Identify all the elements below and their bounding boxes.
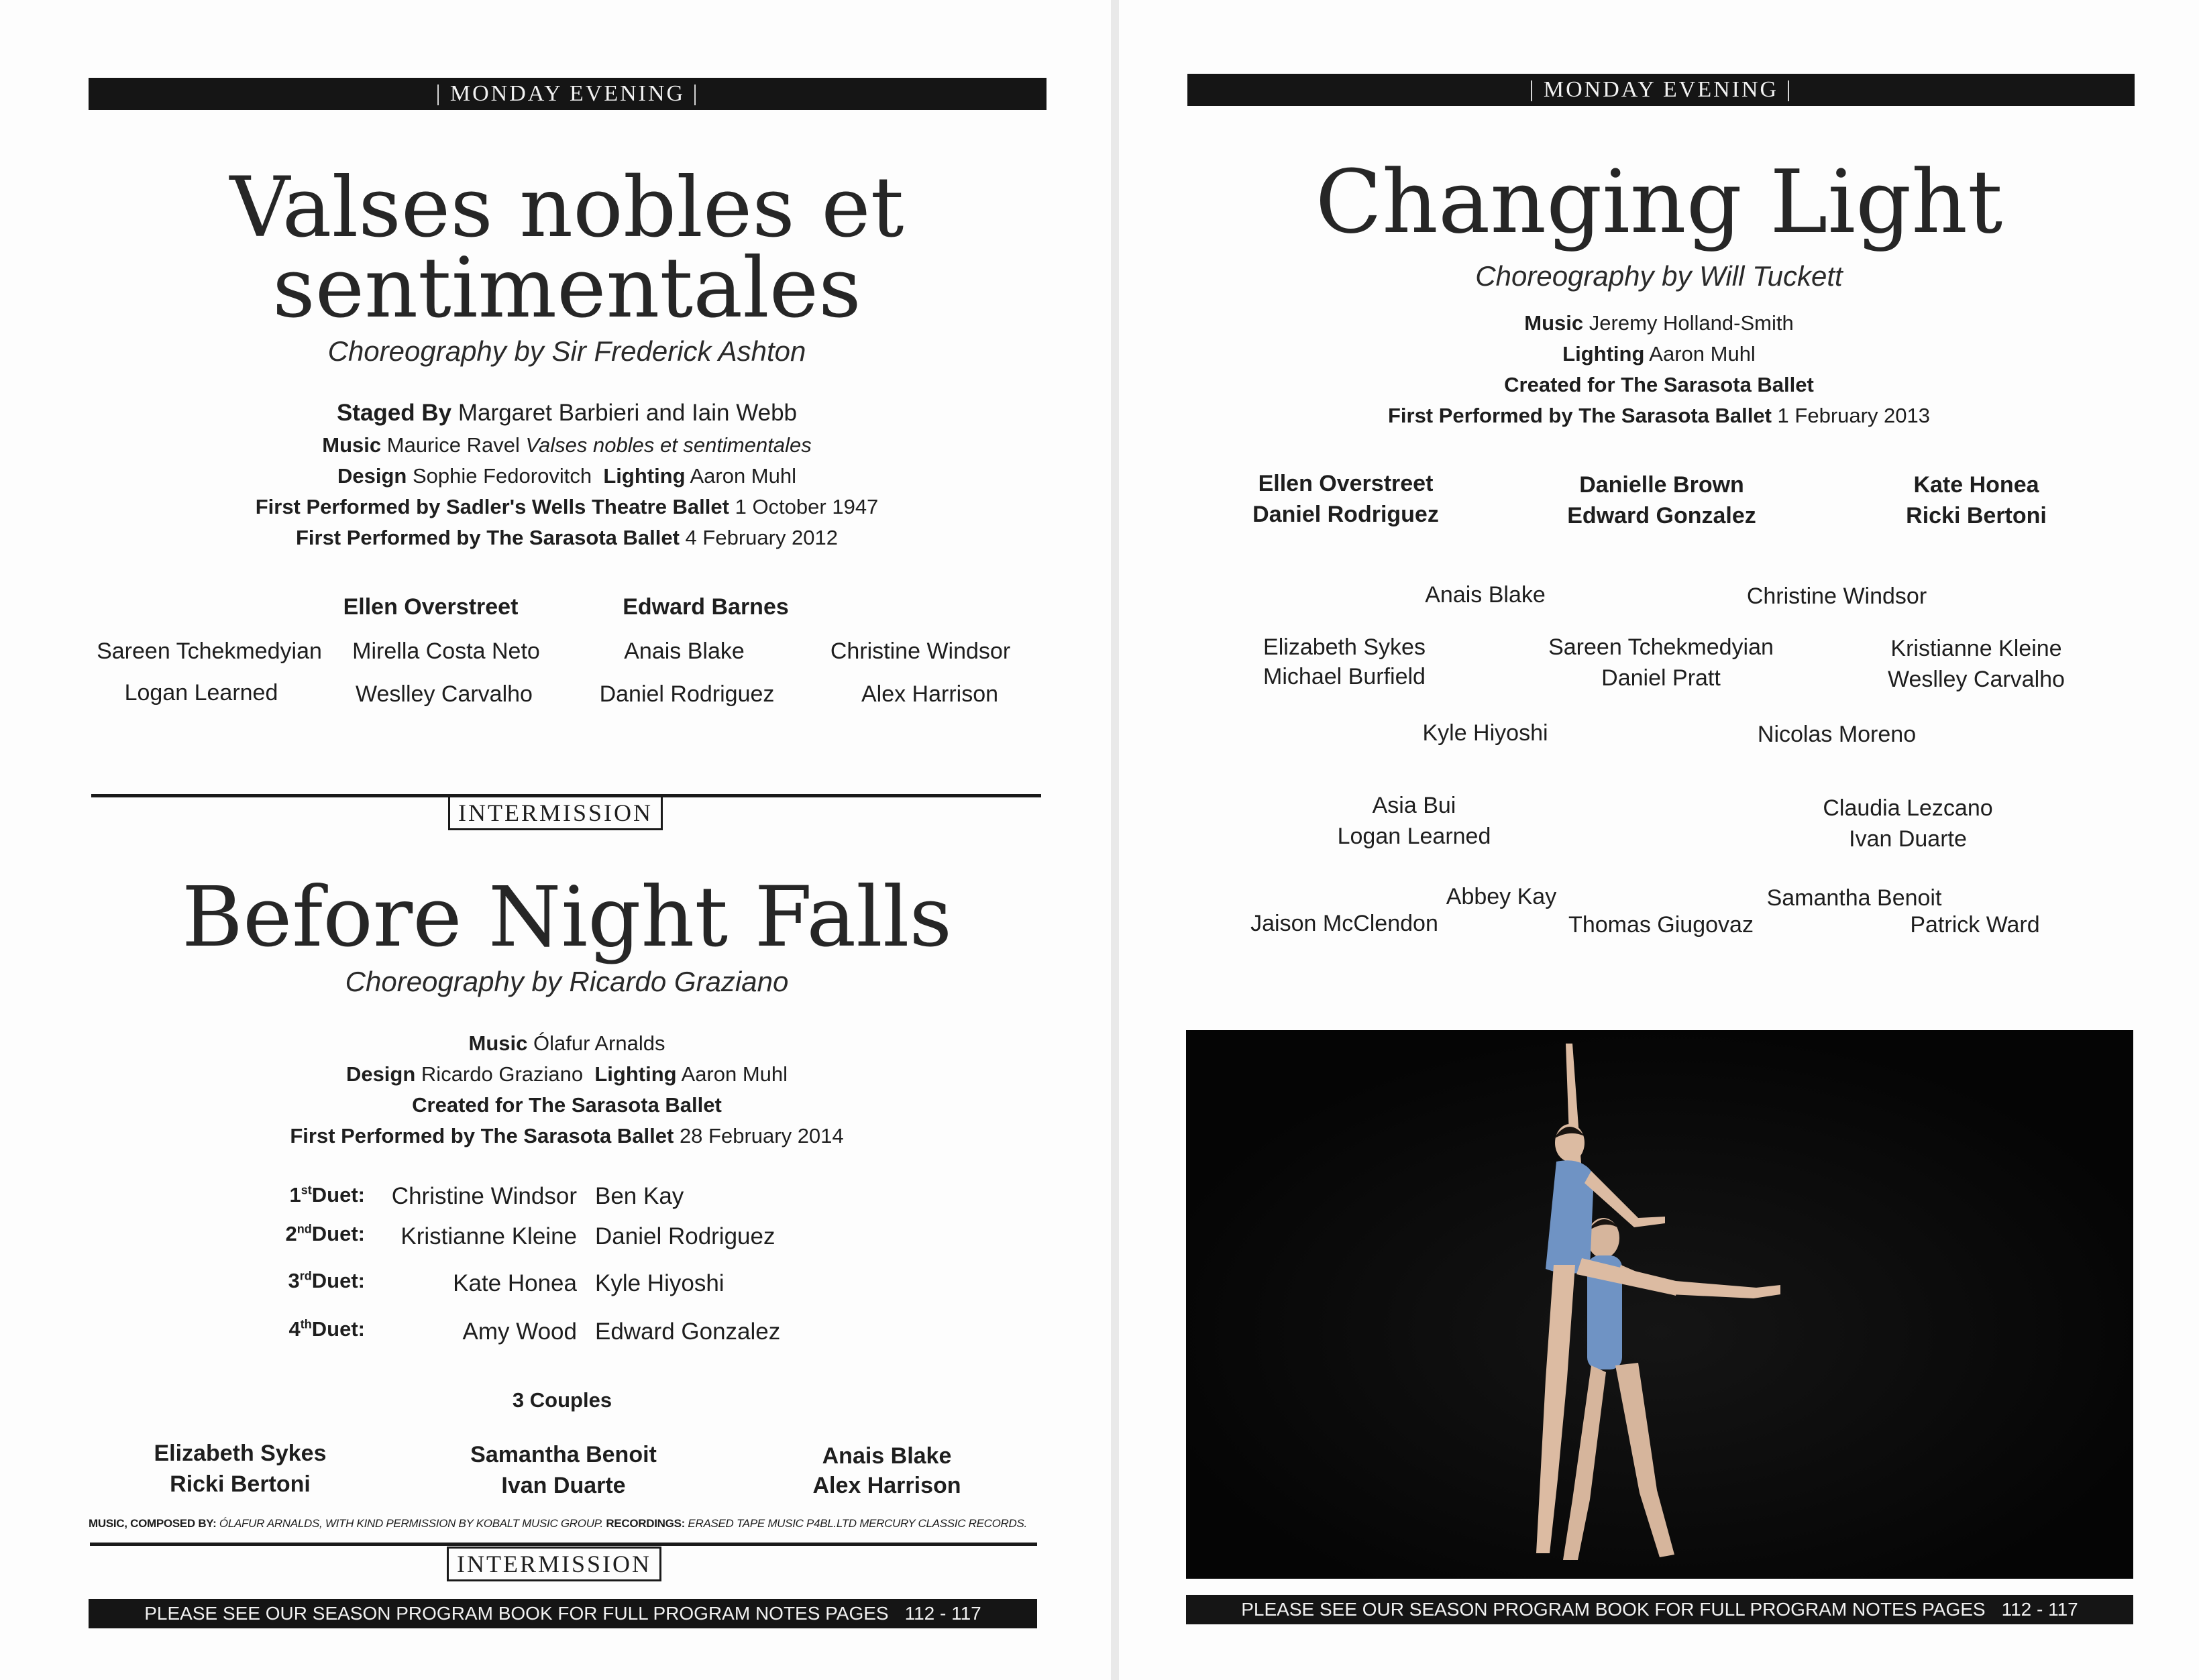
duet-1-female: Christine Windsor [391,1183,577,1209]
changing-light-first-performed [1119,404,2199,428]
duet-2-male: Daniel Rodriguez [595,1223,775,1249]
first-value: 1 February 2013 [1777,404,1931,427]
created-label: Created for The Sarasota Ballet [412,1093,722,1117]
created-label: Created for The Sarasota Ballet [1504,373,1814,396]
cast-member: Logan Learned [1337,824,1491,849]
footer-text: PLEASE SEE OUR SEASON PROGRAM BOOK FOR FULL PROGRAM NOTES PAGES [1241,1599,1986,1620]
valses-cast-member: Daniel Rodriguez [599,681,775,707]
music-value: Ólafur Arnalds [533,1031,665,1055]
intermission-label: INTERMISSION [448,795,663,830]
first-label: First Performed by The Sarasota Ballet [290,1124,674,1147]
music-work: Valses nobles et sentimentales [525,433,812,457]
valses-choreography: Choreography by Sir Frederick Ashton [327,335,806,367]
footer-pages: 112 - 117 [2001,1599,2078,1620]
lighting-value: Aaron Muhl [1649,342,1756,366]
before-night-falls-title: Before Night Falls [181,869,953,966]
cast-member: Samantha Benoit [1766,885,1942,911]
cast-member: Abbey Kay [1446,884,1557,909]
cast-member: Kyle Hiyoshi [1422,720,1548,746]
footer-text: PLEASE SEE OUR SEASON PROGRAM BOOK FOR FULL PROGRAM NOTES PAGES [144,1603,889,1624]
dancers-illustration [1186,1030,2133,1579]
cast-member: Elizabeth Sykes [1263,634,1426,660]
valses-principal: Ellen Overstreet [343,594,519,620]
staged-label: Staged By [336,400,452,426]
cast-member: Sareen Tchekmedyian [1548,634,1774,660]
banner-text: | MONDAY EVENING | [435,81,700,106]
changing-light-music-credit [1119,311,2199,335]
lighting-label: Lighting [603,464,686,488]
duet-3-label: 3rdDuet: [288,1269,365,1292]
dancers-photo [1186,1030,2133,1579]
music-label: Music [468,1031,528,1055]
music-label: Music [1524,311,1584,335]
first-label: First Performed by The Sarasota Ballet [1387,404,1772,427]
cast-member: Claudia Lezcano [1823,795,1993,821]
valses-cast-member: Mirella Costa Neto [352,638,540,664]
first1-value: 1 October 1947 [735,495,879,518]
cast-member: Asia Bui [1372,793,1456,818]
duet-3-female: Kate Honea [453,1270,577,1296]
cast-member: Nicolas Moreno [1757,722,1917,747]
valses-title-line2: sentimentales [272,240,861,337]
monday-evening-banner [1187,74,2135,106]
valses-cast-member: Weslley Carvalho [356,681,533,707]
cast-member: Jaison McClendon [1250,911,1438,936]
section-divider [90,1543,1037,1546]
principal-dancer: Daniel Rodriguez [1252,502,1439,527]
duet-2-female: Kristianne Kleine [400,1223,577,1249]
music-label: Music [322,433,382,457]
lighting-value: Aaron Muhl [690,464,796,488]
lighting-label: Lighting [594,1062,677,1086]
valses-cast-member: Logan Learned [124,680,278,706]
lighting-value: Aaron Muhl [681,1062,788,1086]
music-value: Maurice Ravel [386,433,520,457]
duet-4-male: Edward Gonzalez [595,1319,781,1345]
footer-pages: 112 - 117 [904,1603,981,1624]
night-music-credit [0,1031,1134,1056]
music-value: Jeremy Holland-Smith [1589,311,1794,335]
cast-member: Christine Windsor [1746,583,1927,609]
night-choreography: Choreography by Ricardo Graziano [345,966,789,997]
principal-dancer: Danielle Brown [1579,472,1744,498]
changing-light-created-for [1119,373,2199,397]
valses-cast-member: Christine Windsor [830,638,1011,664]
couple-dancer: Samantha Benoit [470,1442,657,1467]
three-couples-heading: 3 Couples [512,1388,612,1412]
design-label: Design [345,1062,416,1086]
cast-member: Daniel Pratt [1601,665,1721,691]
first-value: 28 February 2014 [679,1124,844,1147]
duet-1-male: Ben Kay [595,1183,684,1209]
valses-cast-member: Alex Harrison [861,681,999,707]
duet-4-label: 4thDuet: [288,1317,365,1341]
changing-light-choreography: Choreography by Will Tuckett [1475,260,1843,292]
music-credits-footnote: MUSIC, COMPOSED BY: ÓLAFUR ARNALDS, WITH KIND PERMISSION BY KOBALT MUSIC GROUP. RECORDINGS: ERASED TAPE MUSIC P4BL.LTD MERCURY CLASSIC RECORDS. [89,1517,1027,1530]
staged-value: Margaret Barbieri and Iain Webb [458,400,798,426]
couple-dancer: Alex Harrison [812,1473,961,1498]
program-notes-footer [89,1599,1037,1628]
principal-dancer: Ricki Bertoni [1906,503,2047,528]
changing-light-lighting-credit [1119,342,2199,366]
couple-dancer: Elizabeth Sykes [154,1441,327,1466]
first2-value: 4 February 2012 [685,526,839,549]
design-label: Design [337,464,407,488]
duet-2-label: 2ndDuet: [285,1222,365,1245]
night-created-for [0,1093,1134,1117]
duet-4-female: Amy Wood [462,1319,577,1345]
cast-member: Kristianne Kleine [1890,636,2062,661]
cast-member: Ivan Duarte [1849,826,1967,852]
valses-first-performed-sadlers [0,495,1134,519]
valses-cast-member: Anais Blake [624,638,745,664]
first1-label: First Performed by Sadler's Wells Theatre Ballet [255,495,729,518]
design-value: Sophie Fedorovitch [412,464,592,488]
valses-principal: Edward Barnes [623,594,789,620]
intermission-label: INTERMISSION [447,1547,661,1581]
principal-dancer: Kate Honea [1913,472,2039,498]
valses-design-lighting-credit [0,464,1134,488]
cast-member: Anais Blake [1425,582,1546,608]
duet-3-male: Kyle Hiyoshi [595,1270,725,1296]
monday-evening-banner [89,78,1047,110]
couple-dancer: Ivan Duarte [501,1473,626,1498]
valses-music-credit [0,433,1134,457]
valses-title-line1: Valses nobles et [229,160,904,256]
cast-member: Michael Burfield [1263,664,1426,689]
banner-text: | MONDAY EVENING | [1529,77,1793,102]
valses-cast-member: Sareen Tchekmedyian [97,638,322,664]
night-design-lighting-credit [0,1062,1134,1086]
first2-label: First Performed by The Sarasota Ballet [295,526,680,549]
principal-dancer: Ellen Overstreet [1258,471,1434,496]
cast-member: Thomas Giugovaz [1568,912,1754,938]
couple-dancer: Ricki Bertoni [170,1471,311,1497]
changing-light-title: Changing Light [1315,151,2003,253]
principal-dancer: Edward Gonzalez [1567,503,1756,528]
design-value: Ricardo Graziano [421,1062,584,1086]
valses-staged-by [0,400,1134,427]
duet-1-label: 1stDuet: [289,1183,365,1207]
valses-first-performed-sarasota [0,526,1134,550]
lighting-label: Lighting [1562,342,1645,366]
cast-member: Patrick Ward [1910,912,2040,938]
couple-dancer: Anais Blake [822,1443,952,1469]
program-notes-footer [1186,1595,2133,1624]
night-first-performed [0,1124,1134,1148]
cast-member: Weslley Carvalho [1888,667,2065,692]
